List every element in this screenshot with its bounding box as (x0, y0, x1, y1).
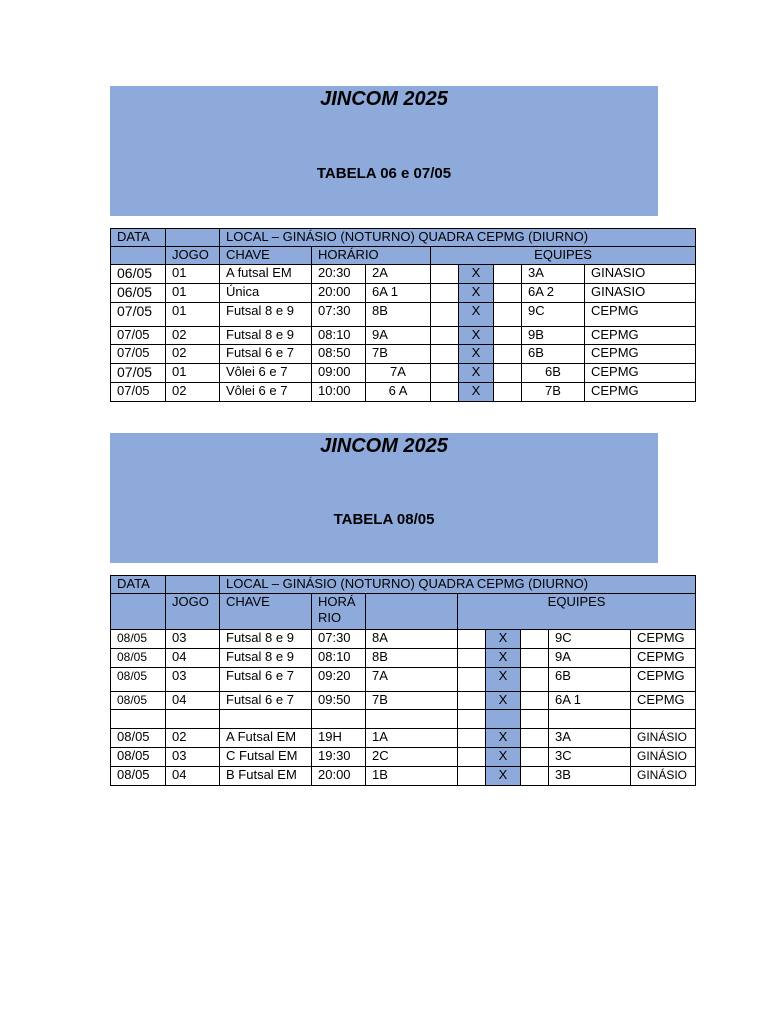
header-equipes: EQUIPES (431, 247, 696, 265)
banner-title: JINCOM 2025 (320, 435, 448, 457)
date-cell: 08/05 (111, 767, 166, 786)
chave-cell: Vôlei 6 e 7 (220, 364, 312, 383)
local-cell: CEPMG (631, 668, 696, 692)
chave-cell: A Futsal EM (220, 729, 312, 748)
spacer-cell (431, 265, 459, 284)
date-cell: 07/05 (111, 364, 166, 383)
versus-cell: X (486, 668, 521, 692)
versus-cell: X (459, 364, 494, 383)
date-cell: 06/05 (111, 265, 166, 284)
date-cell: 08/05 (111, 692, 166, 710)
versus-cell: X (486, 630, 521, 649)
versus-cell: X (486, 729, 521, 748)
subheader-empty (111, 594, 166, 630)
local-cell: CEPMG (585, 345, 696, 364)
header-empty-2 (366, 594, 458, 630)
spacer-cell (521, 729, 549, 748)
jogo-cell: 02 (166, 729, 220, 748)
hora-cell: 20:00 (312, 284, 366, 303)
header-empty (166, 576, 220, 594)
hora-cell: 08:50 (312, 345, 366, 364)
spacer-cell (521, 668, 549, 692)
spacer-cell (521, 767, 549, 786)
spacer-cell (431, 303, 459, 327)
versus-cell: X (486, 649, 521, 668)
header-horario: HORÁRIO (312, 247, 431, 265)
schedule-table-1 (110, 228, 696, 402)
spacer-cell (431, 327, 459, 345)
versus-cell: X (459, 265, 494, 284)
date-cell: 07/05 (111, 327, 166, 345)
chave-cell: Futsal 6 e 7 (220, 668, 312, 692)
table-row (111, 767, 696, 786)
table-header-row (111, 229, 696, 247)
team-a-cell: 2C (366, 748, 458, 767)
chave-cell: Futsal 8 e 9 (220, 303, 312, 327)
team-b-cell: 6A 1 (549, 692, 631, 710)
date-cell: 08/05 (111, 729, 166, 748)
table-row (111, 345, 696, 364)
header-jogo: JOGO (166, 594, 220, 630)
team-a-cell: 1A (366, 729, 458, 748)
local-cell: CEPMG (585, 303, 696, 327)
table-subheader-row (111, 247, 696, 265)
spacer-cell (494, 364, 522, 383)
spacer-cell (494, 284, 522, 303)
local-cell: CEPMG (631, 692, 696, 710)
spacer-cell (458, 649, 486, 668)
table-row (111, 327, 696, 345)
versus-cell (486, 710, 521, 729)
spacer-cell (458, 710, 486, 729)
banner-title: JINCOM 2025 (320, 88, 448, 110)
local-cell: CEPMG (585, 383, 696, 402)
jogo-cell: 03 (166, 630, 220, 649)
spacer-cell (521, 710, 549, 729)
chave-cell: Futsal 6 e 7 (220, 692, 312, 710)
versus-cell: X (459, 327, 494, 345)
team-a-cell (366, 710, 458, 729)
hora-cell: 09:00 (312, 364, 366, 383)
spacer-cell (521, 748, 549, 767)
spacer-cell (494, 265, 522, 284)
chave-cell: Única (220, 284, 312, 303)
chave-cell: Futsal 6 e 7 (220, 345, 312, 364)
local-cell: CEPMG (585, 327, 696, 345)
team-b-cell (549, 710, 631, 729)
spacer-cell (458, 692, 486, 710)
team-b-cell: 3A (522, 265, 585, 284)
table-row (111, 630, 696, 649)
spacer-cell (458, 748, 486, 767)
date-cell: 08/05 (111, 630, 166, 649)
header-jogo: JOGO (166, 247, 220, 265)
banner-subtitle: TABELA 06 e 07/05 (316, 165, 452, 182)
header-empty (166, 229, 220, 247)
date-cell: 08/05 (111, 649, 166, 668)
team-b-cell: 3A (549, 729, 631, 748)
table-subheader-row (111, 594, 696, 630)
jogo-cell: 01 (166, 284, 220, 303)
table-row (111, 668, 696, 692)
jogo-cell: 04 (166, 767, 220, 786)
date-cell: 06/05 (111, 284, 166, 303)
hora-cell (312, 710, 366, 729)
jogo-cell: 01 (166, 265, 220, 284)
chave-cell: A futsal EM (220, 265, 312, 284)
team-a-cell: 1B (366, 767, 458, 786)
spacer-cell (458, 668, 486, 692)
jogo-cell (166, 710, 220, 729)
table-row (111, 649, 696, 668)
date-cell: 07/05 (111, 383, 166, 402)
team-b-cell: 6B (549, 668, 631, 692)
spacer-cell (521, 649, 549, 668)
header-chave: CHAVE (220, 594, 312, 630)
header-data: DATA (111, 576, 166, 594)
team-a-cell: 7A (366, 364, 431, 383)
spacer-cell (521, 692, 549, 710)
local-cell: CEPMG (631, 630, 696, 649)
team-a-cell: 6A 1 (366, 284, 431, 303)
versus-cell: X (459, 303, 494, 327)
table-row (111, 748, 696, 767)
date-cell: 08/05 (111, 668, 166, 692)
table-row (111, 265, 696, 284)
jogo-cell: 03 (166, 748, 220, 767)
versus-cell: X (459, 345, 494, 364)
date-cell: 08/05 (111, 748, 166, 767)
local-cell: GINÁSIO (631, 767, 696, 786)
team-b-cell: 3B (549, 767, 631, 786)
jogo-cell: 01 (166, 303, 220, 327)
team-b-cell: 6B (522, 345, 585, 364)
table-header-row (111, 576, 696, 594)
team-a-cell: 7A (366, 668, 458, 692)
local-cell: CEPMG (585, 364, 696, 383)
hora-cell: 08:10 (312, 327, 366, 345)
jogo-cell: 02 (166, 383, 220, 402)
table-row (111, 364, 696, 383)
chave-cell: Futsal 8 e 9 (220, 630, 312, 649)
table-row (111, 692, 696, 710)
team-a-cell: 7B (366, 345, 431, 364)
hora-cell: 08:10 (312, 649, 366, 668)
spacer-cell (458, 630, 486, 649)
local-cell: GINÁSIO (631, 729, 696, 748)
local-cell: CEPMG (631, 649, 696, 668)
jogo-cell: 04 (166, 649, 220, 668)
team-b-cell: 9C (549, 630, 631, 649)
jogo-cell: 03 (166, 668, 220, 692)
team-a-cell: 8A (366, 630, 458, 649)
table-row (111, 729, 696, 748)
schedule-table-2 (110, 575, 696, 786)
team-b-cell: 9B (522, 327, 585, 345)
team-b-cell: 9C (522, 303, 585, 327)
table-row (111, 303, 696, 327)
hora-cell: 09:20 (312, 668, 366, 692)
team-b-cell: 6B (522, 364, 585, 383)
jogo-cell: 02 (166, 345, 220, 364)
chave-cell: Futsal 8 e 9 (220, 327, 312, 345)
versus-cell: X (486, 692, 521, 710)
jogo-cell: 01 (166, 364, 220, 383)
subheader-empty (111, 247, 166, 265)
header-data: DATA (111, 229, 166, 247)
chave-cell (220, 710, 312, 729)
spacer-cell (431, 383, 459, 402)
hora-cell: 07:30 (312, 303, 366, 327)
team-b-cell: 9A (549, 649, 631, 668)
spacer-cell (431, 345, 459, 364)
team-b-cell: 7B (522, 383, 585, 402)
versus-cell: X (486, 767, 521, 786)
versus-cell: X (459, 284, 494, 303)
spacer-cell (494, 327, 522, 345)
banner-section-1 (110, 86, 658, 216)
header-equipes: EQUIPES (458, 594, 696, 630)
chave-cell: Vôlei 6 e 7 (220, 383, 312, 402)
spacer-cell (494, 303, 522, 327)
team-b-cell: 6A 2 (522, 284, 585, 303)
header-horario: HORÁ RIO (312, 594, 366, 630)
local-cell: GINASIO (585, 284, 696, 303)
spacer-cell (458, 767, 486, 786)
spacer-cell (494, 383, 522, 402)
date-cell: 07/05 (111, 303, 166, 327)
hora-cell: 07:30 (312, 630, 366, 649)
team-a-cell: 8B (366, 303, 431, 327)
versus-cell: X (486, 748, 521, 767)
team-a-cell: 8B (366, 649, 458, 668)
table-row (111, 383, 696, 402)
spacer-cell (458, 729, 486, 748)
banner-subtitle: TABELA 08/05 (333, 511, 435, 528)
hora-cell: 19H (312, 729, 366, 748)
table-row (111, 284, 696, 303)
team-b-cell: 3C (549, 748, 631, 767)
hora-cell: 09:50 (312, 692, 366, 710)
local-cell: GINÁSIO (631, 748, 696, 767)
header-chave: CHAVE (220, 247, 312, 265)
hora-cell: 20:00 (312, 767, 366, 786)
team-a-cell: 2A (366, 265, 431, 284)
versus-cell: X (459, 383, 494, 402)
chave-cell: Futsal 8 e 9 (220, 649, 312, 668)
hora-cell: 20:30 (312, 265, 366, 284)
banner-section-2 (110, 433, 658, 563)
jogo-cell: 02 (166, 327, 220, 345)
spacer-cell (494, 345, 522, 364)
date-cell: 07/05 (111, 345, 166, 364)
table-row (111, 710, 696, 729)
hora-cell: 10:00 (312, 383, 366, 402)
chave-cell: C Futsal EM (220, 748, 312, 767)
chave-cell: B Futsal EM (220, 767, 312, 786)
team-a-cell: 6 A (366, 383, 431, 402)
spacer-cell (431, 284, 459, 303)
header-local: LOCAL – GINÁSIO (NOTURNO) QUADRA CEPMG (DIURNO) (220, 576, 696, 594)
header-local: LOCAL – GINÁSIO (NOTURNO) QUADRA CEPMG (DIURNO) (220, 229, 696, 247)
hora-cell: 19:30 (312, 748, 366, 767)
local-cell: GINASIO (585, 265, 696, 284)
spacer-cell (431, 364, 459, 383)
jogo-cell: 04 (166, 692, 220, 710)
date-cell (111, 710, 166, 729)
spacer-cell (521, 630, 549, 649)
team-a-cell: 9A (366, 327, 431, 345)
team-a-cell: 7B (366, 692, 458, 710)
local-cell (631, 710, 696, 729)
